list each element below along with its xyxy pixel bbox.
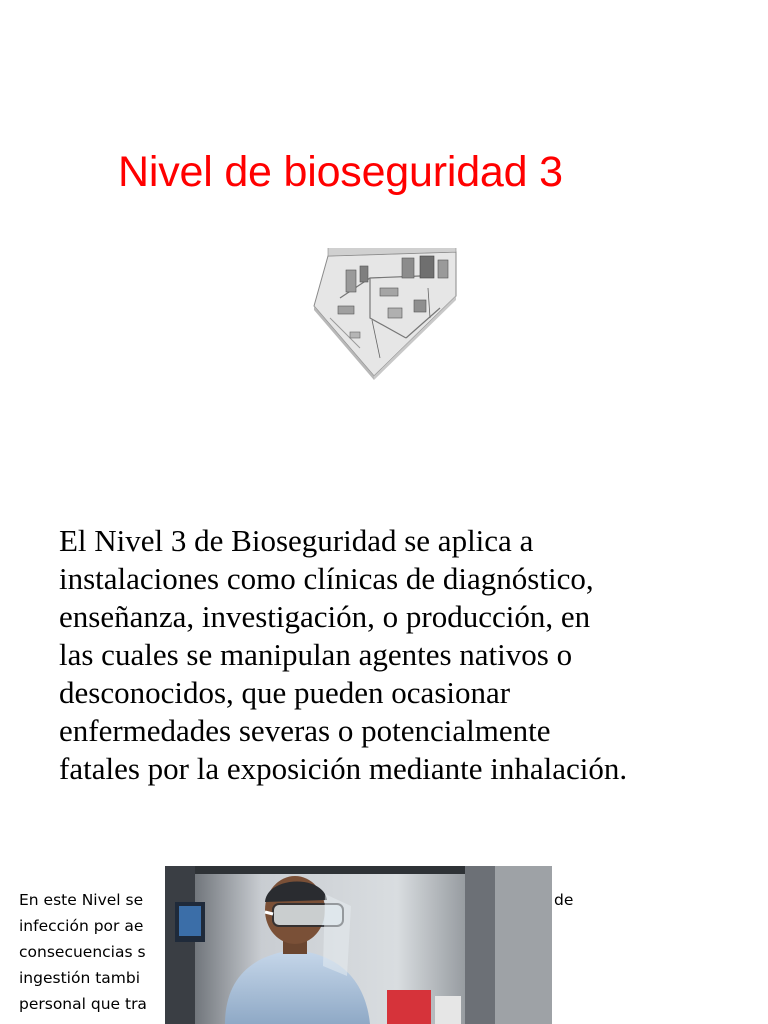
paragraph-line: enfermedades severas o potencialmente — [59, 713, 551, 748]
secondary-text-line: ingestión tambi — [19, 969, 141, 987]
paragraph-line: El Nivel 3 de Bioseguridad se aplica a — [59, 523, 534, 558]
paragraph-line: fatales por la exposición mediante inhalación. — [59, 751, 628, 786]
secondary-text-line: consecuencias s — [19, 943, 146, 961]
secondary-text-line: infección por ae — [19, 917, 144, 935]
paragraph-line: las cuales se manipulan agentes nativos o — [59, 637, 573, 672]
lab-floorplan-illustration — [310, 248, 460, 380]
paragraph-line: desconocidos, que pueden ocasionar — [59, 675, 511, 710]
lab-worker-photo — [165, 866, 552, 1024]
description-paragraph — [59, 522, 749, 788]
slide-title: Nivel de bioseguridad 3 — [118, 148, 563, 196]
secondary-text-line: personal que tra — [19, 995, 147, 1013]
secondary-text-line: En este Nivel se — [19, 891, 144, 909]
paragraph-line: enseñanza, investigación, o producción, en — [59, 599, 591, 634]
paragraph-line: instalaciones como clínicas de diagnóstico, — [59, 561, 594, 596]
secondary-text-fragment: de — [554, 891, 574, 909]
